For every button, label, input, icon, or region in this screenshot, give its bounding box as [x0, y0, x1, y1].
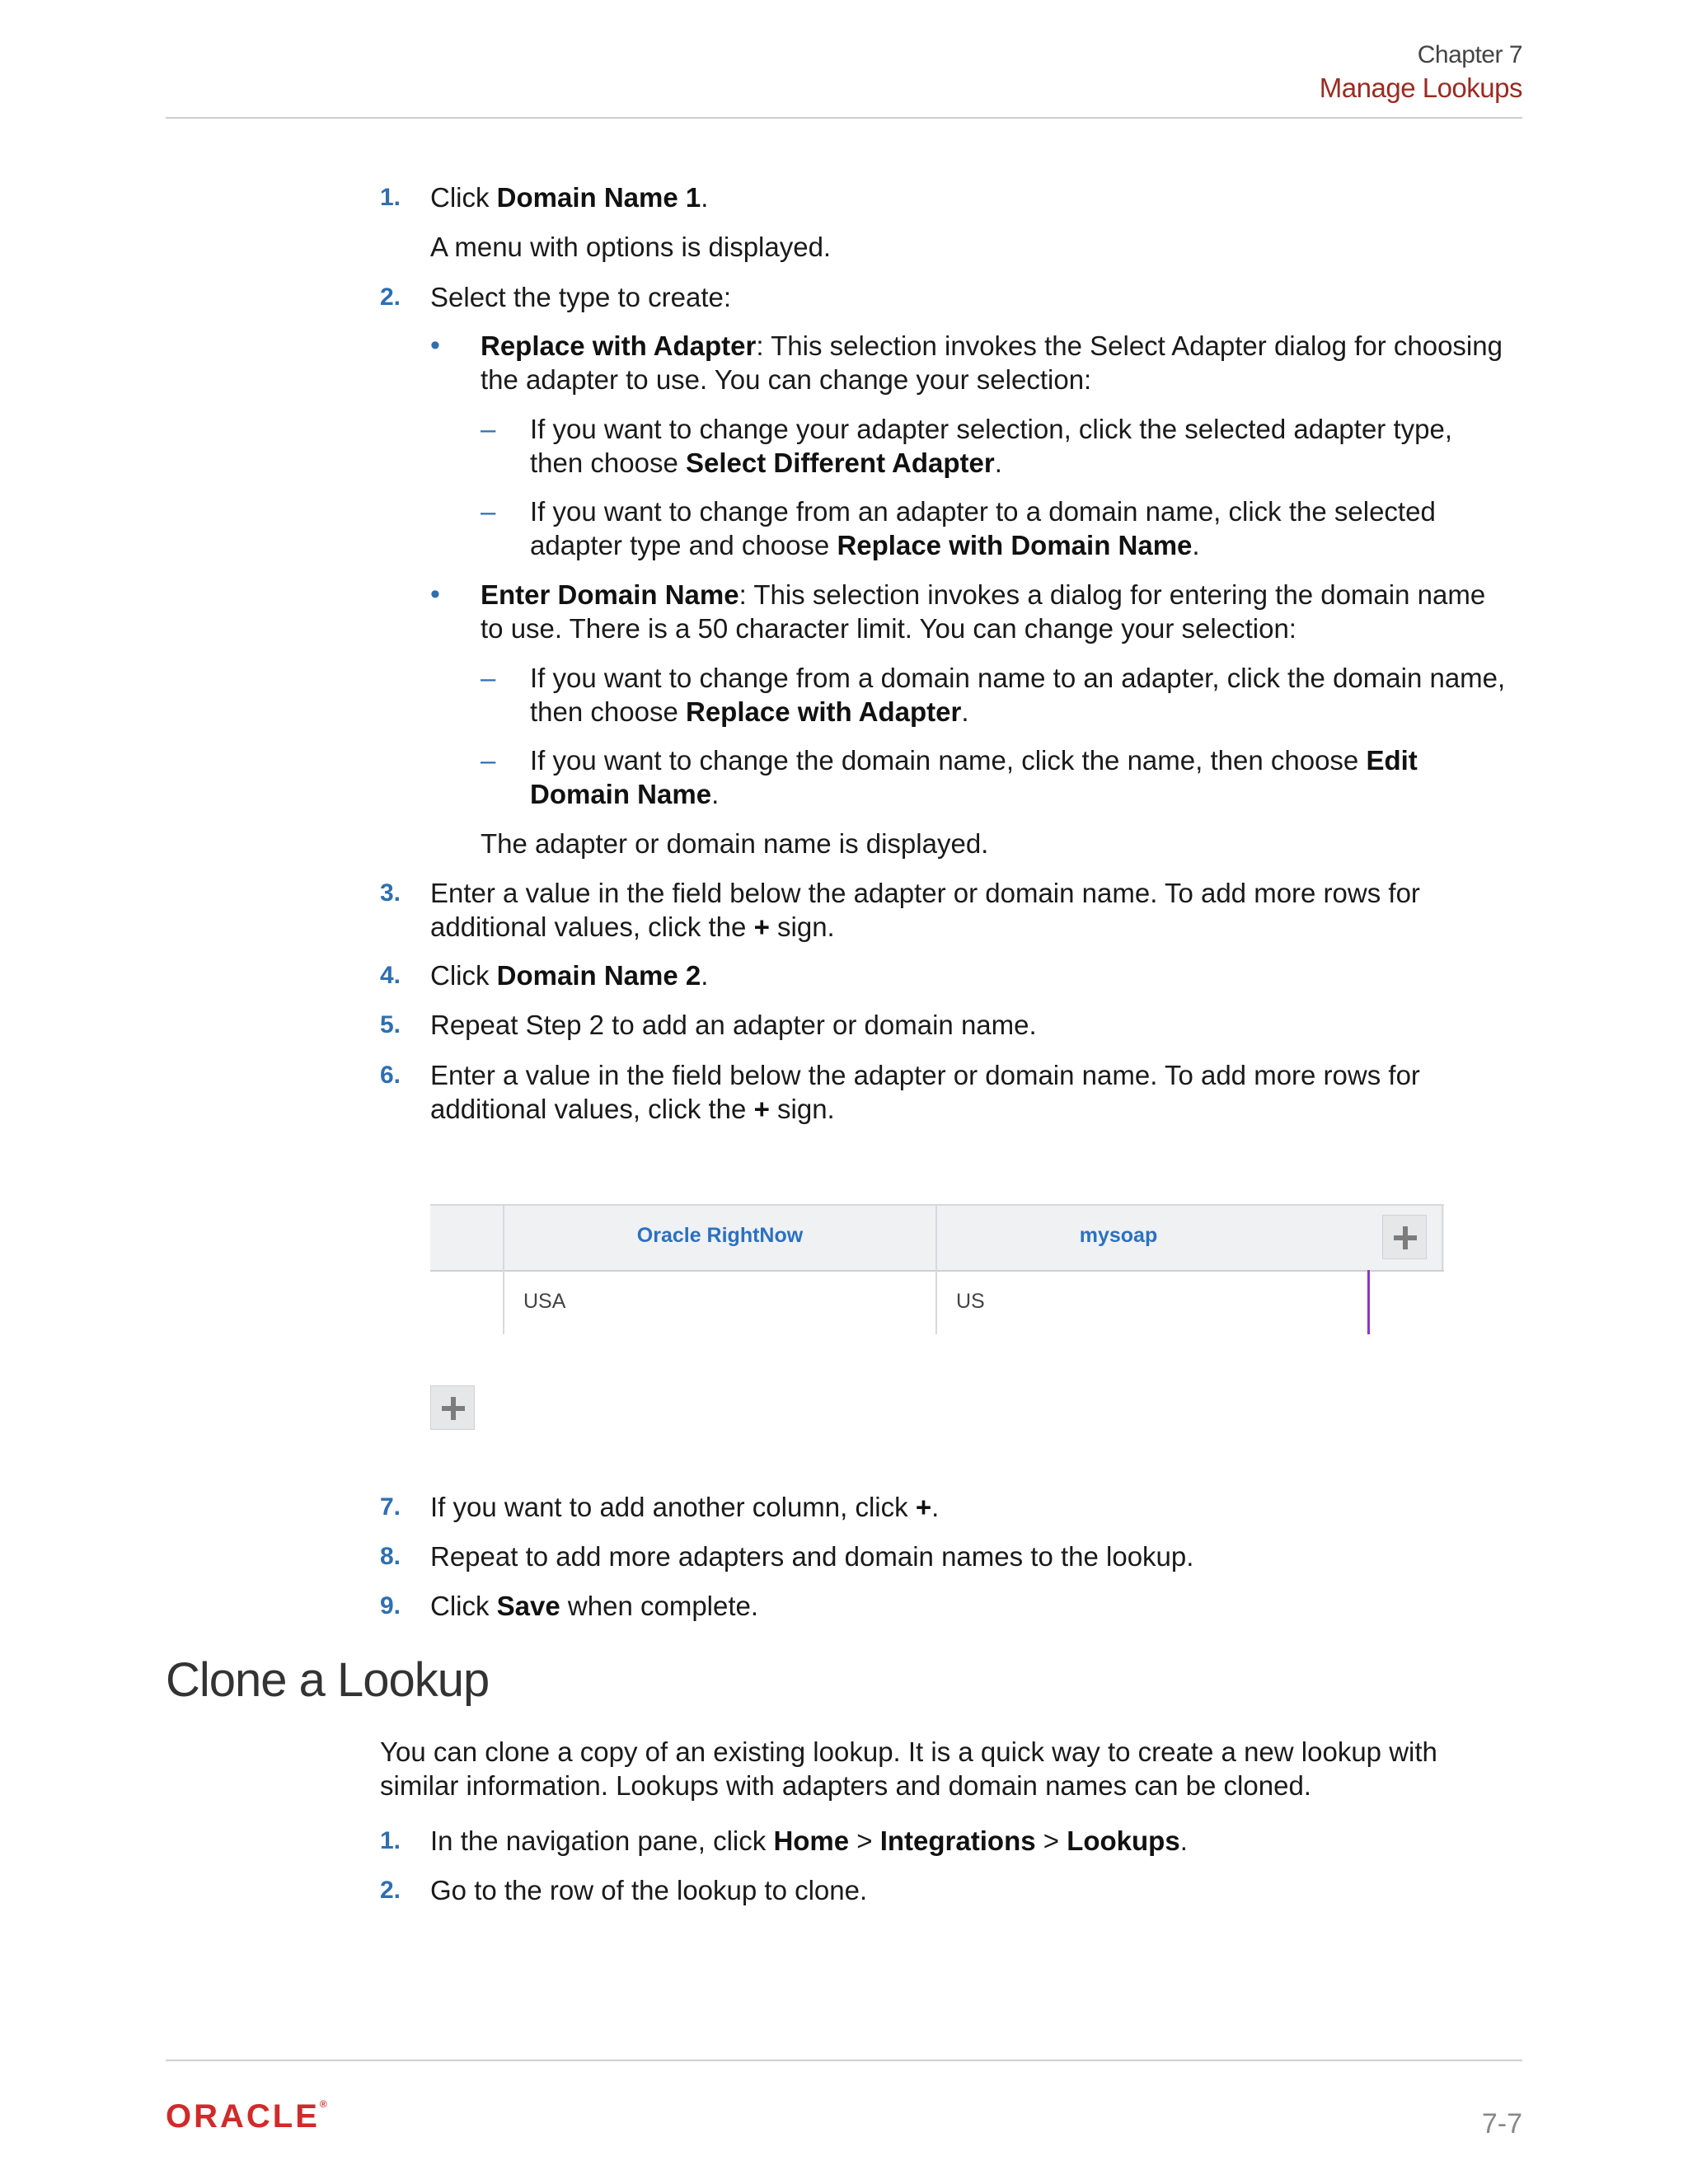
dash-icon: –	[481, 414, 496, 444]
bullet-icon: •	[430, 579, 440, 610]
chapter-label: Chapter 7	[1417, 41, 1522, 68]
footer-divider	[166, 2060, 1522, 2061]
bullet-text: Enter Domain Name: This selection invokes a dialog for entering the domain name to use. There is a 50 character limit. You can change your selection:	[481, 579, 1486, 644]
dash-icon: –	[481, 663, 496, 693]
step-number: 1.	[380, 1827, 401, 1854]
page-number: 7-7	[1481, 2108, 1522, 2139]
add-column-plus-icon[interactable]	[1382, 1215, 1427, 1259]
step-number: 2.	[380, 284, 401, 311]
oracle-logo: ORACLE®	[166, 2098, 327, 2135]
step-number: 8.	[380, 1543, 401, 1570]
bullet-text: Replace with Adapter: This selection invokes the Select Adapter dialog for choosing the adapter to use. You can change your selection:	[481, 330, 1503, 395]
section-intro: You can clone a copy of an existing lookup. It is a quick way to create a new lookup with similar information. Lookups with adapters and domain names can be cloned.	[380, 1736, 1437, 1801]
column-divider	[1442, 1204, 1443, 1270]
step-text: Go to the row of the lookup to clone.	[430, 1875, 868, 1905]
dash-icon: –	[481, 745, 496, 776]
step-text: Click Save when complete.	[430, 1591, 759, 1621]
step-text: Click Domain Name 2.	[430, 960, 709, 991]
step-text: Repeat Step 2 to add an adapter or domain name.	[430, 1010, 1037, 1040]
dash-text: If you want to change from an adapter to a domain name, click the selected adapter type and choose Replace with Domain Name.	[530, 496, 1436, 560]
bullet-icon: •	[430, 330, 440, 361]
step-text: Click Domain Name 1.	[430, 182, 709, 213]
step-text: Enter a value in the field below the adapter or domain name. To add more rows for additional values, click the + sign.	[430, 1060, 1420, 1124]
step-number: 9.	[380, 1592, 401, 1619]
step-number: 2.	[380, 1877, 401, 1904]
header-divider	[166, 117, 1522, 119]
step-number: 4.	[380, 962, 401, 989]
table-cell[interactable]: US	[956, 1290, 985, 1313]
dash-icon: –	[481, 496, 496, 527]
column-header-adapter[interactable]: Oracle RightNow	[636, 1224, 804, 1247]
step-note: A menu with options is displayed.	[430, 232, 832, 262]
step-number: 7.	[380, 1493, 401, 1521]
step-text: Select the type to create:	[430, 282, 732, 312]
lookup-table-screenshot	[430, 1204, 1444, 1334]
column-header-domain[interactable]: mysoap	[1079, 1224, 1158, 1247]
dash-text: If you want to change the domain name, click the name, then choose Edit Domain Name.	[530, 745, 1418, 809]
step-text: Repeat to add more adapters and domain names to the lookup.	[430, 1541, 1194, 1572]
step-number: 5.	[380, 1011, 401, 1038]
chapter-title: Manage Lookups	[1319, 73, 1522, 103]
section-heading: Clone a Lookup	[166, 1653, 490, 1707]
step-number: 3.	[380, 879, 401, 907]
text-cursor	[1367, 1270, 1370, 1334]
step-text: If you want to add another column, click +.	[430, 1492, 940, 1522]
dash-text: If you want to change from a domain name to an adapter, click the domain name, then choose Replace with Adapter.	[530, 663, 1506, 727]
step-number: 6.	[380, 1062, 401, 1089]
add-row-plus-icon[interactable]	[430, 1385, 475, 1430]
dash-text: If you want to change your adapter selection, click the selected adapter type, then choose Select Different Adapter.	[530, 414, 1453, 478]
step-text: In the navigation pane, click Home > Integrations > Lookups.	[430, 1825, 1188, 1856]
result-note: The adapter or domain name is displayed.	[481, 828, 989, 859]
step-number: 1.	[380, 184, 401, 211]
table-cell[interactable]: USA	[523, 1290, 566, 1313]
step-text: Enter a value in the field below the adapter or domain name. To add more rows for additional values, click the + sign.	[430, 878, 1420, 942]
